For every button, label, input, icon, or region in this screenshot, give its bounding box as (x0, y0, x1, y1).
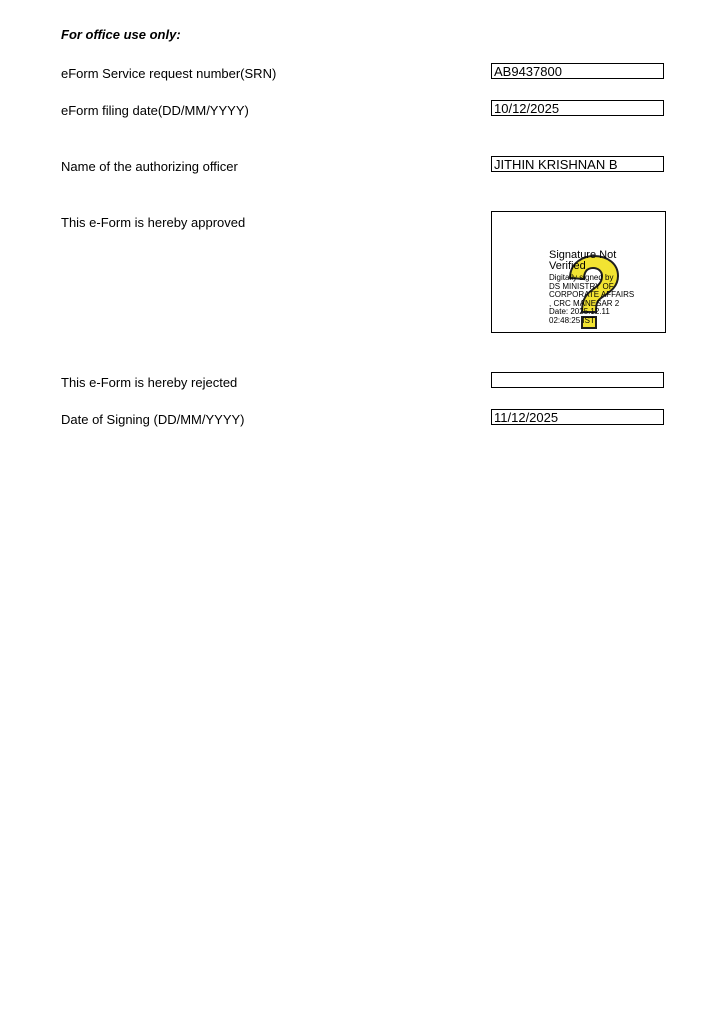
signature-detail-line: Digitally signed by (549, 273, 614, 282)
signing-date-label: Date of Signing (DD/MM/YYYY) (61, 412, 245, 427)
approved-label: This e-Form is hereby approved (61, 215, 246, 230)
signing-date-field[interactable]: 11/12/2025 (491, 409, 664, 425)
signature-box[interactable] (491, 211, 666, 333)
srn-field[interactable]: AB9437800 (491, 63, 664, 79)
signature-detail-line: 02:48:25 IST (549, 315, 595, 325)
filing-date-label: eForm filing date(DD/MM/YYYY) (61, 103, 249, 118)
signature-detail-line: CORPORATE AFFAIRS (549, 290, 635, 300)
rejected-label: This e-Form is hereby rejected (61, 375, 238, 390)
srn-label: eForm Service request number(SRN) (61, 66, 277, 81)
officer-label: Name of the authorizing officer (61, 159, 238, 174)
filing-date-field[interactable]: 10/12/2025 (491, 100, 664, 116)
signature-status: Signature Not Verified (549, 249, 617, 272)
signature-detail-line: Date: 2025.12.11 (549, 307, 610, 317)
signature-text (549, 250, 649, 326)
office-use-heading: For office use only: (61, 27, 181, 42)
officer-name-field[interactable]: JITHIN KRISHNAN B (491, 156, 664, 172)
signature-detail-line: , CRC MANESAR 2 (549, 298, 620, 308)
signature-details (549, 274, 649, 326)
rejected-field[interactable] (491, 372, 664, 388)
signature-detail-line: DS MINISTRY OF (549, 281, 614, 291)
